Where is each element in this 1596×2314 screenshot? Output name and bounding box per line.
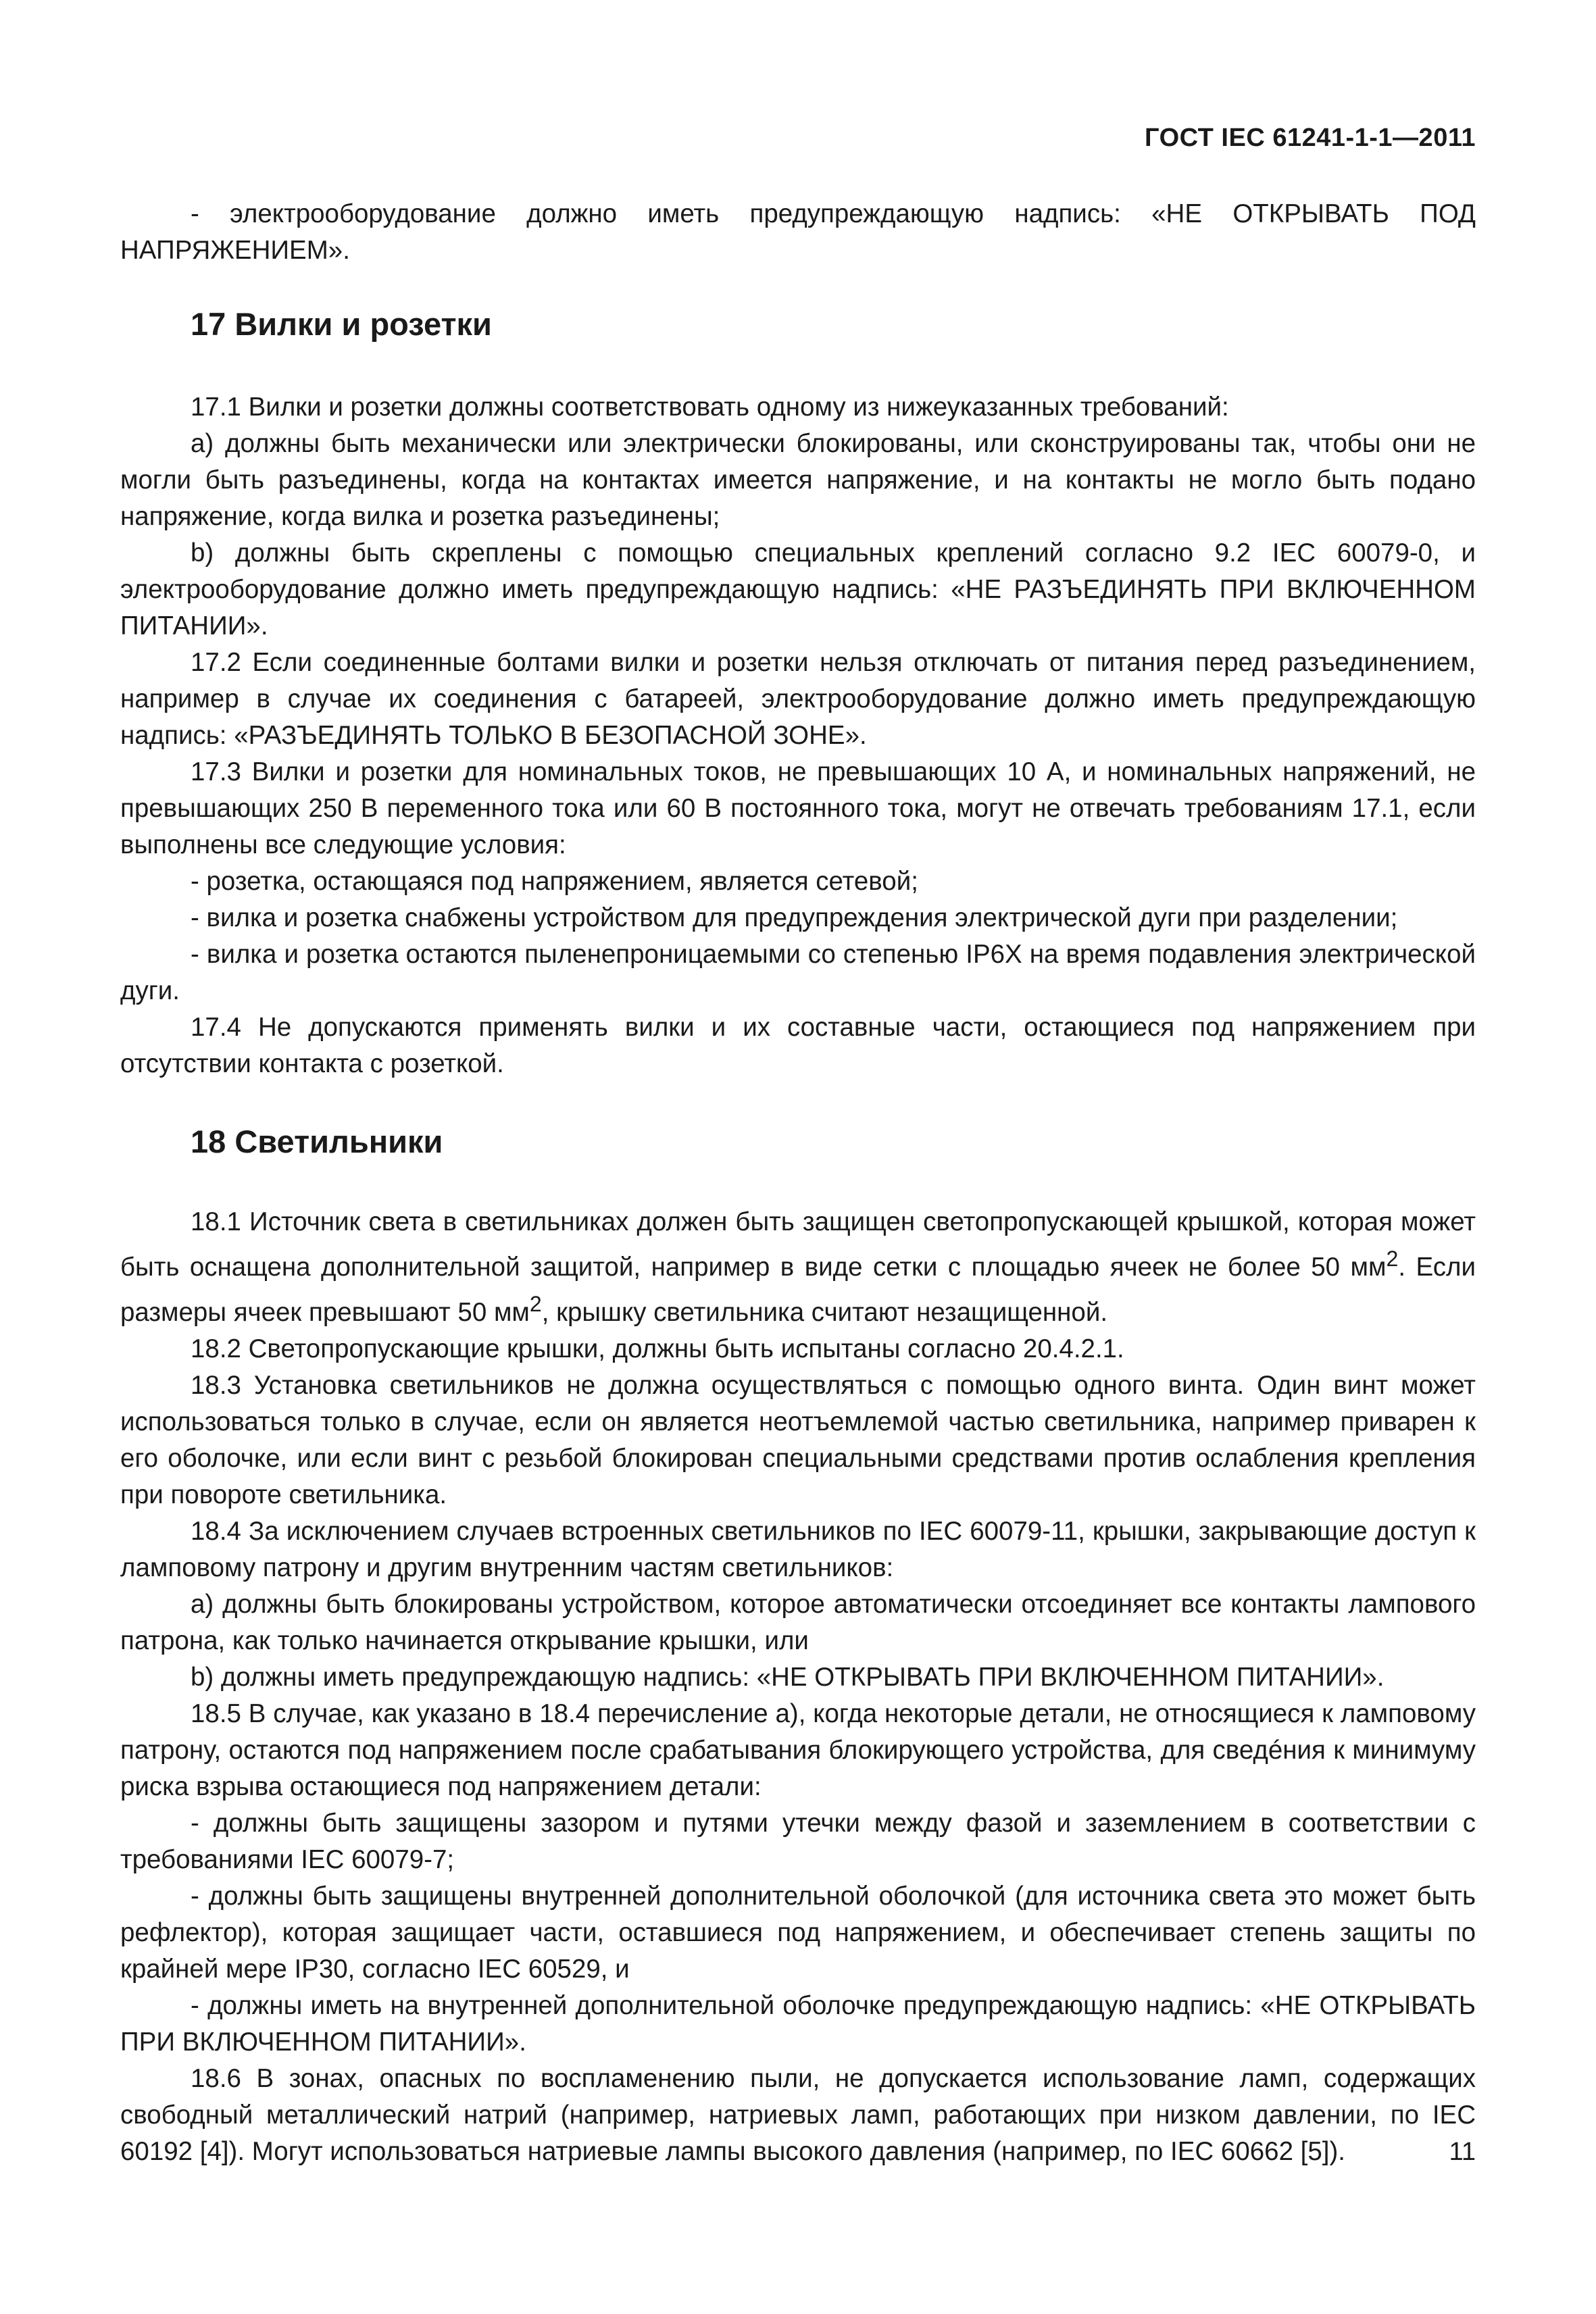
list-item-17-3-2: - вилка и розетка снабжены устройством для предупреждения электрической дуги при разделении; xyxy=(191,903,1398,932)
p18-1-sup-b: 2 xyxy=(529,1291,542,1316)
page-number: 11 xyxy=(1449,2138,1476,2166)
list-item-17-3-1: - розетка, остающаяся под напряжением, является сетевой; xyxy=(191,867,918,896)
paragraph-17-4: 17.4 Не допускаются применять вилки и их составные части, остающиеся под напряжением при отсутствии контакта с розеткой. xyxy=(120,1013,1476,1078)
p18-1-text-c: , крышку светильника считают незащищенной. xyxy=(541,1297,1108,1327)
section-18-heading: 18 Светильники xyxy=(191,1124,443,1159)
paragraph-18-1 xyxy=(120,1204,1476,1331)
p18-1-text-a: 18.1 Источник света в светильниках должен быть защищен светопропускающей крышкой, которая может быть оснащена дополнительной защитой, например в виде сетки с площадью ячеек не более 50 мм xyxy=(120,1207,1476,1282)
paragraph-17-3: 17.3 Вилки и розетки для номинальных токов, не превышающих 10 А, и номинальных напряжений, не превышающих 250 В переменного тока или 60 В постоянного тока, могут не отвечать требованиям 17.1, если выполнены все следующие условия: xyxy=(120,757,1476,859)
intro-paragraph: - электрооборудование должно иметь предупреждающую надпись: «НЕ ОТКРЫВАТЬ ПОД НАПРЯЖЕНИЕМ». xyxy=(120,199,1476,265)
paragraph-18-4-b: b) должны иметь предупреждающую надпись: «НЕ ОТКРЫВАТЬ ПРИ ВКЛЮЧЕННОМ ПИТАНИИ». xyxy=(191,1662,1385,1692)
paragraph-18-4: 18.4 За исключением случаев встроенных светильников по IEC 60079-11, крышки, закрывающие доступ к ламповому патрону и другим внутренним частям светильников: xyxy=(120,1516,1476,1582)
document-header: ГОСТ IEC 61241-1-1—2011 xyxy=(1145,124,1476,152)
paragraph-17-2: 17.2 Если соединенные болтами вилки и розетки нельзя отключать от питания перед разъединением, например в случае их соединения с батареей, электрооборудование должно иметь предупреждающую надпись: «РАЗЪЕДИНЯТЬ ТОЛЬКО В БЕЗОПАСНОЙ ЗОНЕ». xyxy=(120,648,1476,750)
list-item-17-3-3: - вилка и розетка остаются пыленепроницаемыми со степенью IP6X на время подавления электрической дуги. xyxy=(120,940,1476,1005)
p18-1-text-b: . Если размеры ячеек превышают 50 мм xyxy=(120,1252,1476,1327)
list-item-18-5-2: - должны быть защищены внутренней дополнительной оболочкой (для источника света это может быть рефлектор), которая защищает части, оставшиеся под напряжением, и обеспечивает степень защиты по крайней мере IP30, согласно IEC 60529, и xyxy=(120,1881,1476,1984)
paragraph-17-1-b: b) должны быть скреплены с помощью специальных креплений согласно 9.2 IEC 60079-0, и электрооборудование должно иметь предупреждающую надпись: «НЕ РАЗЪЕДИНЯТЬ ПРИ ВКЛЮЧЕННОМ ПИТАНИИ». xyxy=(120,538,1476,640)
paragraph-18-2: 18.2 Светопропускающие крышки, должны быть испытаны согласно 20.4.2.1. xyxy=(191,1334,1124,1363)
paragraph-18-6: 18.6 В зонах, опасных по воспламенению пыли, не допускается использование ламп, содержащих свободный металлический натрий (например, натриевых ламп, работающих при низком давлении, по IEC 60192 [4]). Могут использоваться натриевые лампы высокого давления (например, по IEC 60662 [5]). xyxy=(120,2063,1476,2166)
p18-1-sup-a: 2 xyxy=(1386,1247,1399,1271)
section-17-body xyxy=(120,389,1476,1082)
paragraph-17-1-a: а) должны быть механически или электрически блокированы, или сконструированы так, чтобы они не могли быть разъединены, когда на контактах имеется напряжение, и на контакты не могло быть подано напряжение, когда вилка и розетка разъединены; xyxy=(120,429,1476,531)
list-item-18-5-3: - должны иметь на внутренней дополнительной оболочке предупреждающую надпись: «НЕ ОТКРЫВАТЬ ПРИ ВКЛЮЧЕННОМ ПИТАНИИ». xyxy=(120,1990,1476,2057)
paragraph-18-3: 18.3 Установка светильников не должна осуществляться с помощью одного винта. Один винт может использоваться только в случае, если он является неотъемлемой частью светильника, например приварен к его оболочке, или если винт с резьбой блокирован специальными средствами против ослабления крепления при повороте светильника. xyxy=(120,1370,1476,1509)
section-18-body xyxy=(120,1204,1476,2170)
paragraph-18-5: 18.5 В случае, как указано в 18.4 перечисление а), когда некоторые детали, не относящиеся к ламповому патрону, остаются под напряжением после срабатывания блокирующего устройства, для сведéния к минимуму риска взрыва остающиеся под напряжением детали: xyxy=(120,1699,1476,1801)
paragraph-17-1: 17.1 Вилки и розетки должны соответствовать одному из нижеуказанных требований: xyxy=(191,393,1229,422)
section-17-heading: 17 Вилки и розетки xyxy=(191,306,492,342)
paragraph-18-4-a: а) должны быть блокированы устройством, которое автоматически отсоединяет все контакты лампового патрона, как только начинается открывание крышки, или xyxy=(120,1589,1476,1655)
document-body xyxy=(120,196,1476,2170)
list-item-18-5-1: - должны быть защищены зазором и путями утечки между фазой и заземлением в соответствии с требованиями IEC 60079-7; xyxy=(120,1808,1476,1874)
